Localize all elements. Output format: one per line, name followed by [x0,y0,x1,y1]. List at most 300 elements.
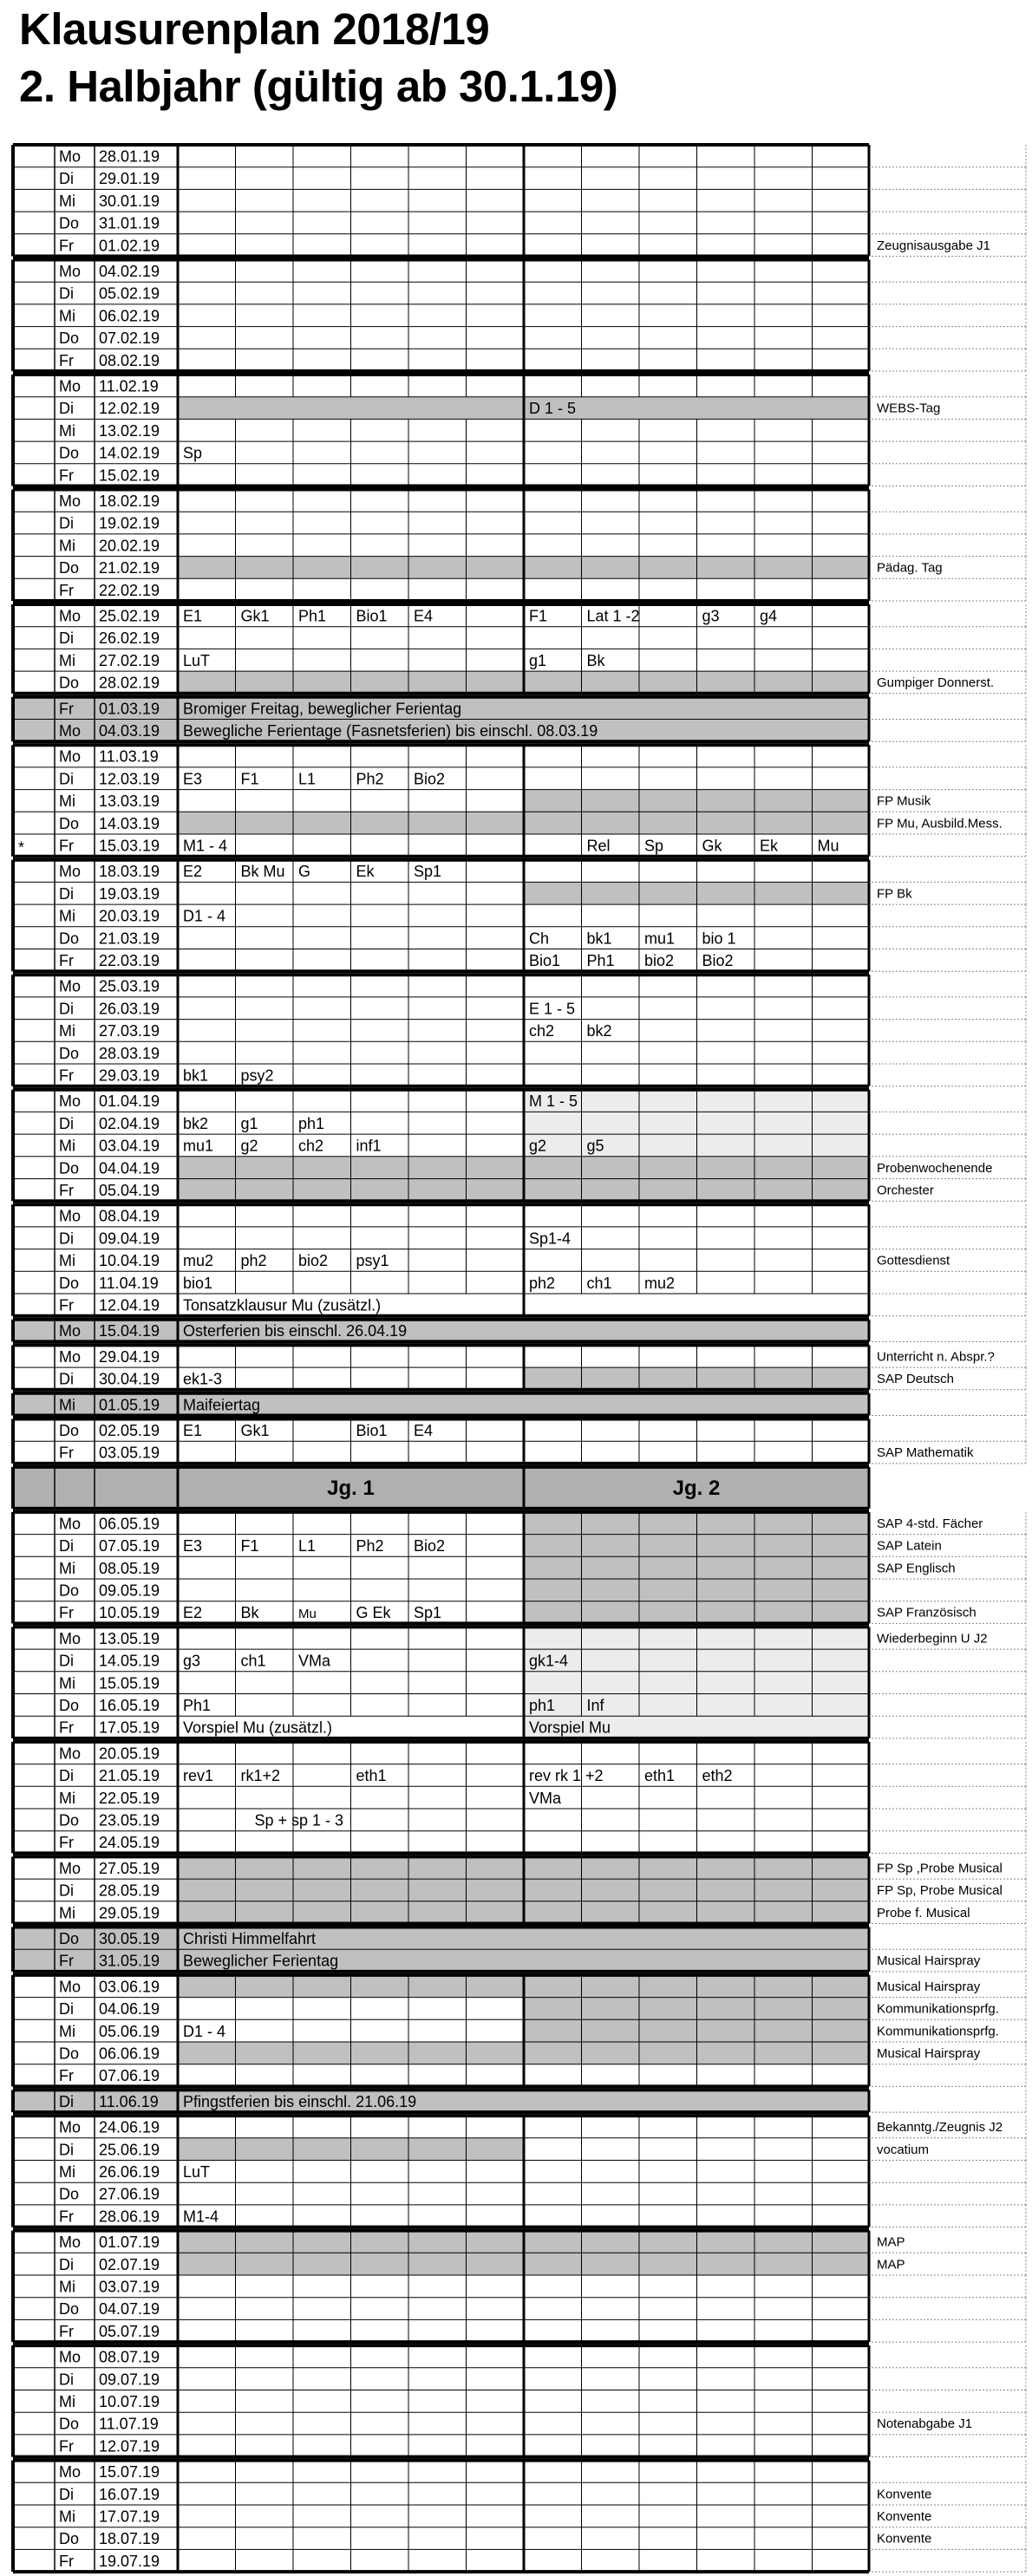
date: 28.02.19 [99,674,160,692]
exam-schedule-table [13,143,1028,2571]
remark: Gumpiger Donnerst. [877,675,995,691]
date: 23.05.19 [99,1811,160,1829]
weekday: Mi [59,1137,75,1155]
jg2-exam: Sp1-4 [529,1229,572,1248]
jg2-exam: Bio1 [529,952,561,970]
remark: SAP Französisch [877,1605,976,1621]
date: 04.07.19 [99,2300,160,2318]
date: 31.01.19 [99,214,160,232]
jg2-note: Vorspiel Mu [529,1718,611,1737]
date: 16.07.19 [99,2485,160,2503]
weekday: Mo [59,747,82,766]
jg2-exam: mu1 [644,929,676,948]
weekday: Mi [59,2278,75,2296]
date: 19.03.19 [99,884,160,903]
date: 26.03.19 [99,1000,160,1018]
date: 21.03.19 [99,929,160,948]
jg1-exam: LuT [183,2163,211,2181]
weekday: Mo [59,1092,82,1111]
weekday: Fr [59,1604,74,1622]
remark: Pädag. Tag [877,560,943,576]
weekday: Fr [59,1066,74,1085]
date: 17.05.19 [99,1718,160,1737]
date: 08.07.19 [99,2348,160,2366]
date: 29.03.19 [99,1066,160,1085]
date: 20.05.19 [99,1745,160,1763]
jg1-exam: Sp [183,444,203,462]
weekday: Do [59,329,80,348]
jg2-exam: bk1 [586,929,612,948]
remark: SAP Deutsch [877,1372,954,1387]
date: 30.01.19 [99,192,160,210]
weekday: Do [59,1697,80,1715]
weekday: Mo [59,1347,82,1366]
date: 15.03.19 [99,837,160,855]
jg1-exam: F1 [240,770,259,788]
date: 14.03.19 [99,814,160,832]
jg1-exam: L1 [298,1537,317,1555]
date: 28.03.19 [99,1044,160,1062]
weekday: Do [59,814,80,832]
jg1-header: Jg. 1 [327,1476,375,1500]
jg2-exam: eth1 [644,1767,676,1785]
jg1-exam: Sp1 [414,1604,442,1622]
jg1-exam: M1 - 4 [183,837,228,855]
jg1-exam: bio1 [183,1274,213,1292]
jg1-exam: F1 [240,1537,259,1555]
date: 25.03.19 [99,977,160,995]
weekday: Mo [59,2348,82,2366]
weekday: Mo [59,2234,82,2252]
date: 10.07.19 [99,2393,160,2411]
weekday: Fr [59,1182,74,1200]
weekday: Mo [59,2118,82,2136]
weekday: Mo [59,377,82,395]
date: 06.06.19 [99,2044,160,2063]
jg1-exam: Ek [356,863,375,881]
weekday: Do [59,559,80,577]
date: 12.03.19 [99,770,160,788]
weekday: Mo [59,1978,82,1996]
weekday: Di [59,2255,74,2273]
weekday: Fr [59,237,74,255]
holiday-label: Pfingstferien bis einschl. 21.06.19 [183,2092,417,2110]
jg1-exam: Gk1 [240,1422,270,1440]
date: 24.06.19 [99,2118,160,2136]
jg1-exam: ek1-3 [183,1370,223,1388]
jg2-exam: rev rk 1 +2 [529,1767,604,1785]
jg2-exam: Lat 1 -2 [586,607,640,625]
remark: FP Bk [877,886,912,902]
jg1-exam: E1 [183,1422,203,1440]
date: 01.05.19 [99,1396,160,1414]
remark: Notenabgabe J1 [877,2416,973,2432]
date: 28.01.19 [99,147,160,166]
jg1-exam: bio2 [298,1252,329,1270]
jg1-exam: g3 [183,1652,201,1670]
weekday: Mi [59,307,75,325]
weekday: Di [59,1537,74,1555]
jg1-exam: bk1 [183,1066,209,1085]
date: 29.01.19 [99,170,160,188]
date: 03.07.19 [99,2278,160,2296]
date: 15.04.19 [99,1322,160,1340]
jg1-exam: mu1 [183,1137,214,1155]
jg1-note: Vorspiel Mu (zusätzl.) [183,1718,333,1737]
remark: MAP [877,2234,905,2250]
weekday: Di [59,2141,74,2159]
remark: Zeugnisausgabe J1 [877,238,990,253]
weekday: Di [59,2000,74,2018]
date: 25.02.19 [99,607,160,625]
weekday: Di [59,284,74,303]
remark: Konvente [877,2531,932,2547]
weekday: Fr [59,1296,74,1314]
holiday-label: Bromiger Freitag, beweglicher Ferientag [183,700,462,718]
jg2-exam: gk1-4 [529,1652,569,1670]
jg1-exam: Mu [298,1607,317,1622]
remark: MAP [877,2257,905,2273]
jg2-exam: mu2 [644,1274,676,1292]
jg1-exam: Sp + sp 1 - 3 [254,1811,344,1829]
date: 09.05.19 [99,1581,160,1600]
date: 12.04.19 [99,1296,160,1314]
date: 07.06.19 [99,2067,160,2085]
weekday: Fr [59,837,74,855]
jg2-exam: ch1 [586,1274,612,1292]
weekday: Do [59,674,80,692]
date: 06.05.19 [99,1515,160,1533]
remark: FP Sp, Probe Musical [877,1883,1003,1899]
remark: SAP 4-std. Fächer [877,1516,983,1531]
date: 04.06.19 [99,2000,160,2018]
weekday: Mo [59,1859,82,1877]
date: 27.03.19 [99,1022,160,1040]
date: 30.04.19 [99,1370,160,1388]
weekday: Fr [59,2067,74,2085]
jg2-exam: ch2 [529,1022,555,1040]
date: 03.05.19 [99,1444,160,1462]
weekday: Mo [59,147,82,166]
remark: Wiederbeginn U J2 [877,1631,988,1647]
weekday: Di [59,1000,74,1018]
holiday-label: Beweglicher Ferientag [183,1952,339,1970]
date: 13.03.19 [99,792,160,811]
date: 31.05.19 [99,1952,160,1970]
weekday: Mo [59,1629,82,1647]
weekday: Mi [59,2163,75,2181]
remark: vocatium [877,2142,930,2157]
date: 02.04.19 [99,1114,160,1132]
jg1-exam: E2 [183,1604,203,1622]
weekday: Mo [59,977,82,995]
remark: Kommunikationsprfg. [877,2024,999,2039]
jg1-exam: ch2 [298,1137,324,1155]
weekday: Fr [59,1718,74,1737]
weekday: Mo [59,1515,82,1533]
date: 22.02.19 [99,581,160,599]
date: 04.04.19 [99,1159,160,1177]
jg2-exam: Ch [529,929,550,948]
date: 05.04.19 [99,1182,160,1200]
date: 26.02.19 [99,629,160,648]
weekday: Mo [59,492,82,511]
date: 13.02.19 [99,421,160,440]
jg1-exam: ch1 [240,1652,266,1670]
date: 21.05.19 [99,1767,160,1785]
jg1-exam: inf1 [356,1137,382,1155]
date: 20.03.19 [99,907,160,925]
jg1-exam: VMa [298,1652,331,1670]
jg2-exam: Ph1 [586,952,615,970]
jg1-exam: psy2 [240,1066,274,1085]
jg1-exam: E4 [414,1422,434,1440]
weekday: Di [59,170,74,188]
weekday: Mi [59,1559,75,1577]
weekday: Do [59,2415,80,2433]
weekday: Do [59,2185,80,2203]
holiday-label: Osterferien bis einschl. 26.04.19 [183,1322,408,1340]
weekday: Mo [59,1322,82,1340]
weekday: Do [59,1581,80,1600]
jg2-exam: g4 [760,607,778,625]
date: 12.07.19 [99,2437,160,2455]
weekday: Do [59,214,80,232]
weekday: Fr [59,351,74,369]
remark: Konvente [877,2487,932,2502]
jg1-exam: ph2 [240,1252,267,1270]
remark: Bekanntg./Zeugnis J2 [877,2120,1003,2136]
date: 15.05.19 [99,1674,160,1692]
weekday: Mo [59,722,82,740]
jg2-exam: Gk [702,837,722,855]
date: 29.05.19 [99,1904,160,1922]
jg1-exam: rk1+2 [240,1767,281,1785]
remark: Probe f. Musical [877,1905,970,1921]
jg1-exam: Sp1 [414,863,442,881]
jg1-exam: psy1 [356,1252,389,1270]
weekday: Mi [59,651,75,669]
weekday: Do [59,929,80,948]
weekday: Mi [59,1674,75,1692]
date: 27.02.19 [99,651,160,669]
weekday: Di [59,400,74,418]
weekday: Do [59,444,80,462]
jg1-exam: E3 [183,770,203,788]
weekday: Do [59,2044,80,2063]
jg2-exam: Bk [586,651,605,669]
weekday: Mi [59,1022,75,1040]
date: 17.07.19 [99,2508,160,2526]
weekday: Mi [59,792,75,811]
weekday: Mi [59,2508,75,2526]
jg2-exam: g1 [529,651,547,669]
jg1-exam: Ph1 [183,1697,212,1715]
weekday: Do [59,1930,80,1948]
date: 11.02.19 [99,377,159,395]
jg2-exam: E 1 - 5 [529,1000,576,1018]
date: 15.07.19 [99,2463,160,2481]
date: 18.07.19 [99,2530,160,2548]
date: 01.04.19 [99,1092,160,1111]
date: 22.05.19 [99,1789,160,1807]
date: 08.04.19 [99,1207,160,1225]
weekday: Mo [59,607,82,625]
jg1-exam: Ph2 [356,1537,384,1555]
date: 06.02.19 [99,307,160,325]
date: 26.06.19 [99,2163,160,2181]
remark: Musical Hairspray [877,1979,981,1994]
jg2-exam: eth2 [702,1767,733,1785]
jg2-exam: Inf [586,1697,604,1715]
jg1-exam: D1 - 4 [183,2022,226,2040]
date: 04.03.19 [99,722,160,740]
weekday: Mo [59,2463,82,2481]
weekday: Di [59,770,74,788]
weekday: Di [59,514,74,532]
jg1-exam: M1-4 [183,2208,219,2226]
jg1-exam: Gk1 [240,607,270,625]
weekday: Di [59,2371,74,2389]
date: 01.03.19 [99,700,160,718]
weekday: Mi [59,907,75,925]
date: 16.05.19 [99,1697,160,1715]
weekday: Fr [59,466,74,485]
weekday: Mi [59,1904,75,1922]
remark: Musical Hairspray [877,1953,981,1969]
date: 20.02.19 [99,537,160,555]
date: 10.05.19 [99,1604,160,1622]
weekday: Do [59,1044,80,1062]
weekday: Mo [59,263,82,281]
jg2-exam: bio 1 [702,929,736,948]
jg2-exam: Rel [586,837,611,855]
jg2-exam: ph1 [529,1697,556,1715]
weekday: Mi [59,1789,75,1807]
date: 05.02.19 [99,284,160,303]
jg1-exam: D1 - 4 [183,907,226,925]
weekday: Mi [59,421,75,440]
weekday: Mi [59,1396,75,1414]
jg1-exam: rev1 [183,1767,214,1785]
weekday: Di [59,884,74,903]
date: 22.03.19 [99,952,160,970]
remark: Musical Hairspray [877,2045,981,2061]
jg1-exam: E3 [183,1537,203,1555]
page-title: Klausurenplan 2018/19 [19,4,490,54]
weekday: Di [59,1881,74,1900]
date: 18.02.19 [99,492,160,511]
date: 11.07.19 [99,2415,159,2433]
date: 03.06.19 [99,1978,160,1996]
weekday: Fr [59,2208,74,2226]
remark: Gottesdienst [877,1253,950,1268]
date: 05.06.19 [99,2022,160,2040]
weekday: Do [59,1422,80,1440]
jg1-exam: Bio1 [356,1422,388,1440]
remark: SAP Englisch [877,1561,956,1576]
remark: Orchester [877,1183,934,1198]
jg1-exam: Bio2 [414,770,446,788]
remark: Probenwochenende [877,1160,993,1176]
jg2-exam: Ek [760,837,779,855]
jg2-exam: D 1 - 5 [529,400,577,418]
weekday: Mi [59,192,75,210]
weekday: Di [59,1370,74,1388]
date: 09.04.19 [99,1229,160,1248]
date: 18.03.19 [99,863,160,881]
weekday: Mo [59,863,82,881]
date: 19.02.19 [99,514,160,532]
date: 29.04.19 [99,1347,160,1366]
weekday: Fr [59,2322,74,2340]
weekday: Di [59,1767,74,1785]
jg2-exam: ph2 [529,1274,556,1292]
weekday: Do [59,1274,80,1292]
jg1-exam: bk2 [183,1114,209,1132]
remark: Konvente [877,2508,932,2524]
jg2-exam: VMa [529,1789,562,1807]
weekday: Fr [59,2552,74,2570]
jg1-exam: G [298,863,311,881]
jg1-note: Tonsatzklausur Mu (zusätzl.) [183,1296,382,1314]
date: 11.04.19 [99,1274,159,1292]
jg1-exam: ph1 [298,1114,325,1132]
jg1-exam: Bio2 [414,1537,446,1555]
weekday: Mi [59,1252,75,1270]
weekday: Fr [59,700,74,718]
date: 28.05.19 [99,1881,160,1900]
jg1-exam: Bk Mu [240,863,285,881]
date: 27.05.19 [99,1859,160,1877]
weekday: Di [59,1114,74,1132]
date: 27.06.19 [99,2185,160,2203]
remark: WEBS-Tag [877,401,941,416]
jg1-exam: G Ek [356,1604,391,1622]
date: 11.03.19 [99,747,159,766]
remark: SAP Latein [877,1538,942,1554]
weekday: Di [59,1229,74,1248]
jg2-exam: M 1 - 5 [529,1092,578,1111]
date: 07.05.19 [99,1537,160,1555]
jg1-exam: E1 [183,607,203,625]
jg1-exam: E4 [414,607,434,625]
weekday: Mi [59,2393,75,2411]
date: 07.02.19 [99,329,160,348]
star-mark: * [18,838,25,857]
jg1-exam: mu2 [183,1252,214,1270]
weekday: Di [59,2485,74,2503]
jg2-exam: bk2 [586,1022,612,1040]
date: 21.02.19 [99,559,160,577]
jg1-exam: Ph1 [298,607,327,625]
date: 14.02.19 [99,444,160,462]
jg1-shade [178,397,524,420]
weekday: Mo [59,1745,82,1763]
weekday: Mi [59,2022,75,2040]
jg1-exam: eth1 [356,1767,387,1785]
remark: FP Sp ,Probe Musical [877,1861,1003,1876]
weekday: Fr [59,1444,74,1462]
date: 28.06.19 [99,2208,160,2226]
jg2-exam: Mu [817,837,839,855]
date: 24.05.19 [99,1834,160,1852]
remark: Unterricht n. Abspr.? [877,1349,995,1365]
date: 02.07.19 [99,2255,160,2273]
date: 05.07.19 [99,2322,160,2340]
jg1-exam: Ph2 [356,770,384,788]
jg1-exam: LuT [183,651,211,669]
